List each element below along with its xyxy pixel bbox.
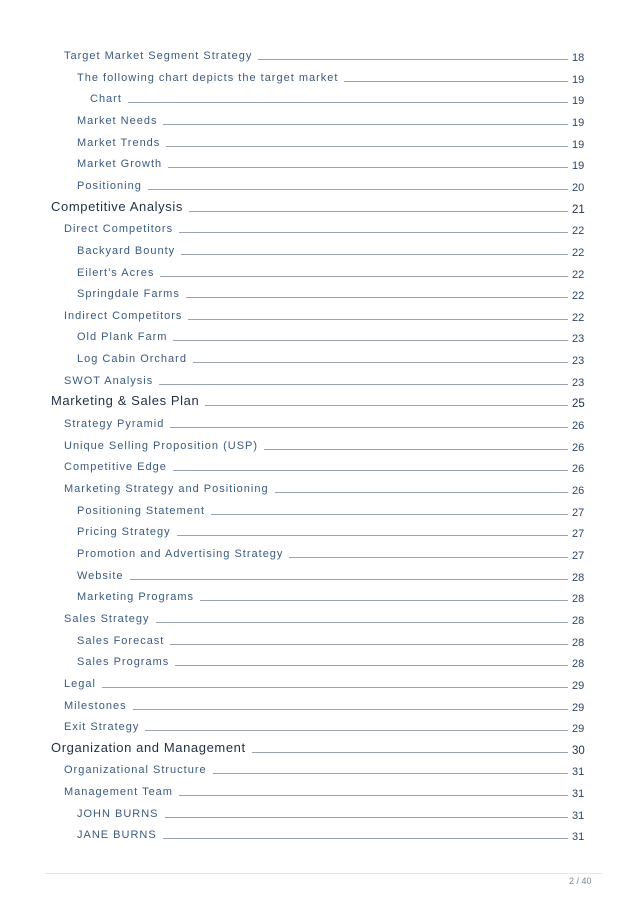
toc-leader-line (252, 752, 568, 753)
toc-entry-title: Legal (64, 678, 100, 690)
toc-entry-page-number: 31 (572, 788, 585, 801)
toc-entry[interactable] (0, 347, 638, 367)
toc-entry-page-number: 23 (572, 355, 585, 368)
toc-entry-title: The following chart depicts the target market (77, 72, 342, 84)
toc-leader-line (258, 59, 568, 60)
toc-entry-page-number: 29 (572, 679, 585, 692)
toc-entry-title: Positioning (77, 180, 146, 192)
toc-entry[interactable] (0, 152, 638, 172)
toc-entry-title: Marketing Strategy and Positioning (64, 483, 273, 495)
toc-entry-title: Competitive Edge (64, 461, 171, 473)
toc-entry-page-number: 28 (572, 593, 585, 606)
toc-entry-title: Marketing & Sales Plan (51, 393, 203, 408)
toc-entry[interactable] (0, 282, 638, 302)
toc-entry[interactable] (0, 737, 638, 757)
toc-entry-title: Indirect Competitors (64, 310, 186, 322)
toc-leader-line (181, 254, 568, 255)
toc-entry-page-number: 19 (572, 95, 585, 108)
toc-entry-title: Sales Forecast (77, 635, 168, 647)
toc-leader-line (179, 795, 568, 796)
toc-entry-page-number: 31 (572, 831, 585, 844)
toc-entry-page-number: 29 (572, 701, 585, 714)
toc-entry-page-number: 28 (572, 658, 585, 671)
toc-entry[interactable] (0, 174, 638, 194)
toc-leader-line (211, 514, 568, 515)
toc-entry-page-number: 26 (572, 441, 585, 454)
toc-entry-page-number: 22 (572, 268, 585, 281)
toc-entry-page-number: 27 (572, 549, 585, 562)
toc-entry-page-number: 26 (572, 485, 585, 497)
toc-entry-page-number: 22 (572, 246, 585, 259)
toc-leader-line (188, 319, 568, 320)
toc-entry[interactable] (0, 455, 638, 475)
toc-leader-line (193, 362, 568, 363)
toc-entry-title: Positioning Statement (77, 505, 209, 517)
toc-entry[interactable] (0, 499, 638, 519)
toc-entry-page-number: 28 (572, 614, 585, 627)
toc-leader-line (289, 557, 568, 558)
toc-entry-title: Exit Strategy (64, 721, 143, 733)
toc-leader-line (159, 384, 568, 385)
toc-entry-title: Sales Programs (77, 656, 173, 668)
toc-entry-title: Website (77, 570, 128, 582)
toc-entry[interactable] (0, 131, 638, 151)
toc-entry[interactable] (0, 715, 638, 735)
toc-entry[interactable] (0, 196, 638, 216)
toc-leader-line (189, 211, 568, 212)
toc-entry-page-number: 26 (572, 420, 585, 433)
toc-entry[interactable] (0, 109, 638, 129)
toc-leader-line (130, 579, 568, 580)
toc-entry[interactable] (0, 802, 638, 822)
toc-leader-line (165, 817, 568, 818)
toc-entry-title: Promotion and Advertising Strategy (77, 548, 287, 560)
toc-entry[interactable] (0, 780, 638, 800)
toc-leader-line (344, 81, 568, 82)
toc-leader-line (160, 276, 568, 277)
toc-leader-line (128, 102, 568, 103)
toc-entry[interactable] (0, 87, 638, 107)
toc-leader-line (145, 730, 568, 731)
toc-entry-page-number: 22 (572, 225, 585, 238)
toc-entry-page-number: 27 (572, 506, 585, 519)
toc-entry-title: Competitive Analysis (51, 199, 187, 214)
toc-entry-page-number: 25 (572, 398, 585, 411)
toc-entry-page-number: 31 (572, 809, 585, 822)
toc-entry-page-number: 19 (572, 73, 585, 86)
toc-entry[interactable] (0, 607, 638, 627)
toc-entry-page-number: 22 (572, 290, 585, 303)
toc-entry[interactable] (0, 261, 638, 281)
toc-entry-title: SWOT Analysis (64, 375, 157, 387)
toc-entry[interactable] (0, 66, 638, 86)
toc-entry-title: Market Trends (77, 137, 164, 149)
toc-entry-title: Pricing Strategy (77, 526, 175, 538)
toc-leader-line (264, 449, 568, 450)
toc-entry[interactable] (0, 412, 638, 432)
toc-entry-page-number: 29 (572, 723, 585, 736)
toc-leader-line (148, 189, 568, 190)
toc-leader-line (186, 297, 568, 298)
toc-entry[interactable] (0, 434, 638, 454)
toc-entry-page-number: 23 (572, 376, 585, 389)
toc-leader-line (200, 600, 568, 601)
toc-leader-line (102, 687, 568, 688)
toc-entry-title: Sales Strategy (64, 613, 154, 625)
toc-entry-page-number: 22 (572, 311, 585, 324)
toc-leader-line (170, 644, 568, 645)
toc-entry[interactable] (0, 390, 638, 410)
toc-entry-title: Log Cabin Orchard (77, 353, 191, 365)
toc-entry[interactable] (0, 672, 638, 692)
toc-leader-line (163, 838, 568, 839)
toc-entry[interactable] (0, 650, 638, 670)
toc-entry[interactable] (0, 44, 638, 64)
toc-leader-line (170, 427, 568, 428)
toc-entry-title: Springdale Farms (77, 288, 184, 300)
toc-entry-title: Marketing Programs (77, 591, 198, 603)
toc-entry-page-number: 26 (572, 463, 585, 476)
toc-entry-page-number: 19 (572, 160, 585, 173)
toc-entry-page-number: 19 (572, 116, 585, 129)
toc-entry[interactable] (0, 564, 638, 584)
toc-entry-title: Market Growth (77, 158, 166, 170)
toc-entry-page-number: 28 (572, 636, 585, 649)
toc-entry[interactable] (0, 629, 638, 649)
toc-entry-title: Backyard Bounty (77, 245, 179, 257)
toc-entry[interactable] (0, 823, 638, 843)
footer-divider (45, 873, 602, 874)
toc-entry[interactable] (0, 239, 638, 259)
toc-entry-page-number: 28 (572, 571, 585, 584)
toc-entry-page-number: 18 (572, 52, 585, 64)
page-indicator: 2 / 40 (569, 876, 592, 886)
toc-leader-line (175, 665, 568, 666)
toc-entry[interactable] (0, 304, 638, 324)
toc-entry[interactable] (0, 520, 638, 540)
toc-leader-line (173, 340, 568, 341)
toc-entry-title: Milestones (64, 700, 131, 712)
toc-entry-title: JOHN BURNS (77, 808, 163, 820)
toc-leader-line (156, 622, 568, 623)
toc-entry[interactable] (0, 585, 638, 605)
toc-leader-line (163, 124, 568, 125)
toc-entry-title: Strategy Pyramid (64, 418, 168, 430)
toc-entry[interactable] (0, 694, 638, 714)
toc-entry-page-number: 27 (572, 528, 585, 541)
toc-leader-line (166, 146, 568, 147)
toc-leader-line (205, 405, 568, 406)
toc-leader-line (213, 773, 568, 774)
toc-entry-page-number: 19 (572, 138, 585, 151)
toc-entry-page-number: 30 (572, 744, 585, 757)
toc-entry-page-number: 23 (572, 333, 585, 346)
toc-entry[interactable] (0, 477, 638, 497)
toc-entry-title: Market Needs (77, 115, 161, 127)
toc-entry-title: Unique Selling Proposition (USP) (64, 440, 262, 452)
toc-entry-title: Direct Competitors (64, 223, 177, 235)
toc-entry-title: Organization and Management (51, 740, 250, 755)
toc-entry-title: Organizational Structure (64, 764, 211, 776)
toc-entry[interactable] (0, 325, 638, 345)
toc-entry-title: Management Team (64, 786, 177, 798)
toc-entry-title: Eilert’s Acres (77, 267, 158, 279)
toc-entry-title: Old Plank Farm (77, 331, 171, 343)
toc-entry-title: Chart (90, 93, 126, 105)
toc-entry-title: JANE BURNS (77, 829, 161, 841)
toc-leader-line (173, 470, 568, 471)
toc-leader-line (179, 232, 568, 233)
toc-entry-title: Target Market Segment Strategy (64, 50, 256, 62)
toc-entry[interactable] (0, 758, 638, 778)
toc-entry-page-number: 20 (572, 181, 585, 194)
toc-leader-line (133, 709, 568, 710)
toc-entry[interactable] (0, 369, 638, 389)
toc-leader-line (168, 167, 568, 168)
toc-entry-page-number: 31 (572, 766, 585, 779)
toc-leader-line (177, 535, 568, 536)
toc-entry-page-number: 21 (572, 203, 585, 216)
toc-leader-line (275, 492, 568, 493)
toc-entry[interactable] (0, 217, 638, 237)
toc-entry[interactable] (0, 542, 638, 562)
